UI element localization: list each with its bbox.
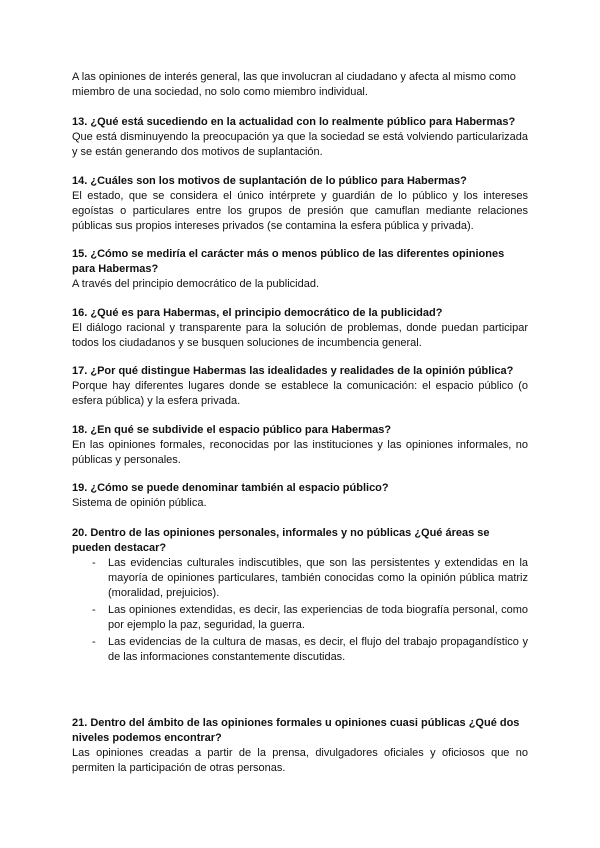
- question-15: [72, 247, 528, 292]
- question-15-title: 15. ¿Cómo se mediría el carácter más o menos público de las diferentes opiniones para Habermas?: [72, 248, 505, 275]
- question-13-answer: Que está disminuyendo la preocupación ya que la sociedad se está volviendo particularizada y se están generando dos motivos de suplantación.: [72, 131, 528, 158]
- question-17-title: 17. ¿Por qué distingue Habermas las idealidades y realidades de la opinión pública?: [72, 365, 514, 377]
- question-21-title: 21. Dentro del ámbito de las opiniones formales u opiniones cuasi públicas ¿Qué dos niveles podemos encontrar?: [72, 717, 520, 744]
- question-13-title: 13. ¿Qué está sucediendo en la actualidad con lo realmente público para Habermas?: [72, 116, 516, 128]
- intro-text: A las opiniones de interés general, las que involucran al ciudadano y afecta al mismo como miembro de una sociedad, no solo como miembro individual.: [72, 71, 516, 98]
- question-14-answer: El estado, que se considera el único intérprete y guardián de lo público y los intereses egoístas o particulares entre los grupos de presión que camuflan mediante relaciones públicas sus propios intereses privados (se contamina la esfera pública y privada).: [72, 190, 528, 232]
- question-18-answer: En las opiniones formales, reconocidas por las instituciones y las opiniones informales, no públicas y personales.: [72, 439, 528, 466]
- question-20: [72, 526, 528, 667]
- question-14-title: 14. ¿Cuáles son los motivos de suplantación de lo público para Habermas?: [72, 175, 467, 187]
- list-item: - Las opiniones extendidas, es decir, las experiencias de toda biografía personal, como por ejemplo la paz, seguridad, la guerra.: [92, 603, 528, 633]
- question-17: [72, 364, 528, 409]
- question-13: [72, 115, 528, 160]
- question-20-list: [72, 556, 528, 665]
- intro-block: [72, 70, 528, 100]
- question-16-title: 16. ¿Qué es para Habermas, el principio democrático de la publicidad?: [72, 307, 443, 319]
- question-17-answer: Porque hay diferentes lugares donde se establece la comunicación: el espacio público (o esfera pública) y la esfera privada.: [72, 380, 528, 407]
- list-item: - Las evidencias de la cultura de masas, es decir, el flujo del trabajo propagandístico y de las informaciones constantemente discutidas.: [92, 635, 528, 665]
- question-19-title: 19. ¿Cómo se puede denominar también al espacio público?: [72, 482, 389, 494]
- question-14: [72, 174, 528, 234]
- question-16: [72, 306, 528, 351]
- question-21-answer: Las opiniones creadas a partir de la prensa, divulgadores oficiales y oficiosos que no permiten la participación de otras personas.: [72, 747, 528, 774]
- question-21: [72, 716, 528, 776]
- question-19: [72, 481, 528, 511]
- question-15-answer: A través del principio democrático de la publicidad.: [72, 278, 320, 290]
- question-16-answer: El diálogo racional y transparente para la solución de problemas, donde puedan participar todos los ciudadanos y se busquen soluciones de incumbencia general.: [72, 322, 528, 349]
- list-item: - Las evidencias culturales indiscutibles, que son las persistentes y extendidas en la mayoría de opiniones particulares, también conocidas como la opinión pública matriz (moralidad, prejuicios).: [92, 556, 528, 601]
- question-18-title: 18. ¿En qué se subdivide el espacio público para Habermas?: [72, 424, 392, 436]
- question-19-answer: Sistema de opinión pública.: [72, 497, 207, 509]
- question-20-title: 20. Dentro de las opiniones personales, informales y no públicas ¿Qué áreas se pueden destacar?: [72, 527, 490, 554]
- question-18: [72, 423, 528, 468]
